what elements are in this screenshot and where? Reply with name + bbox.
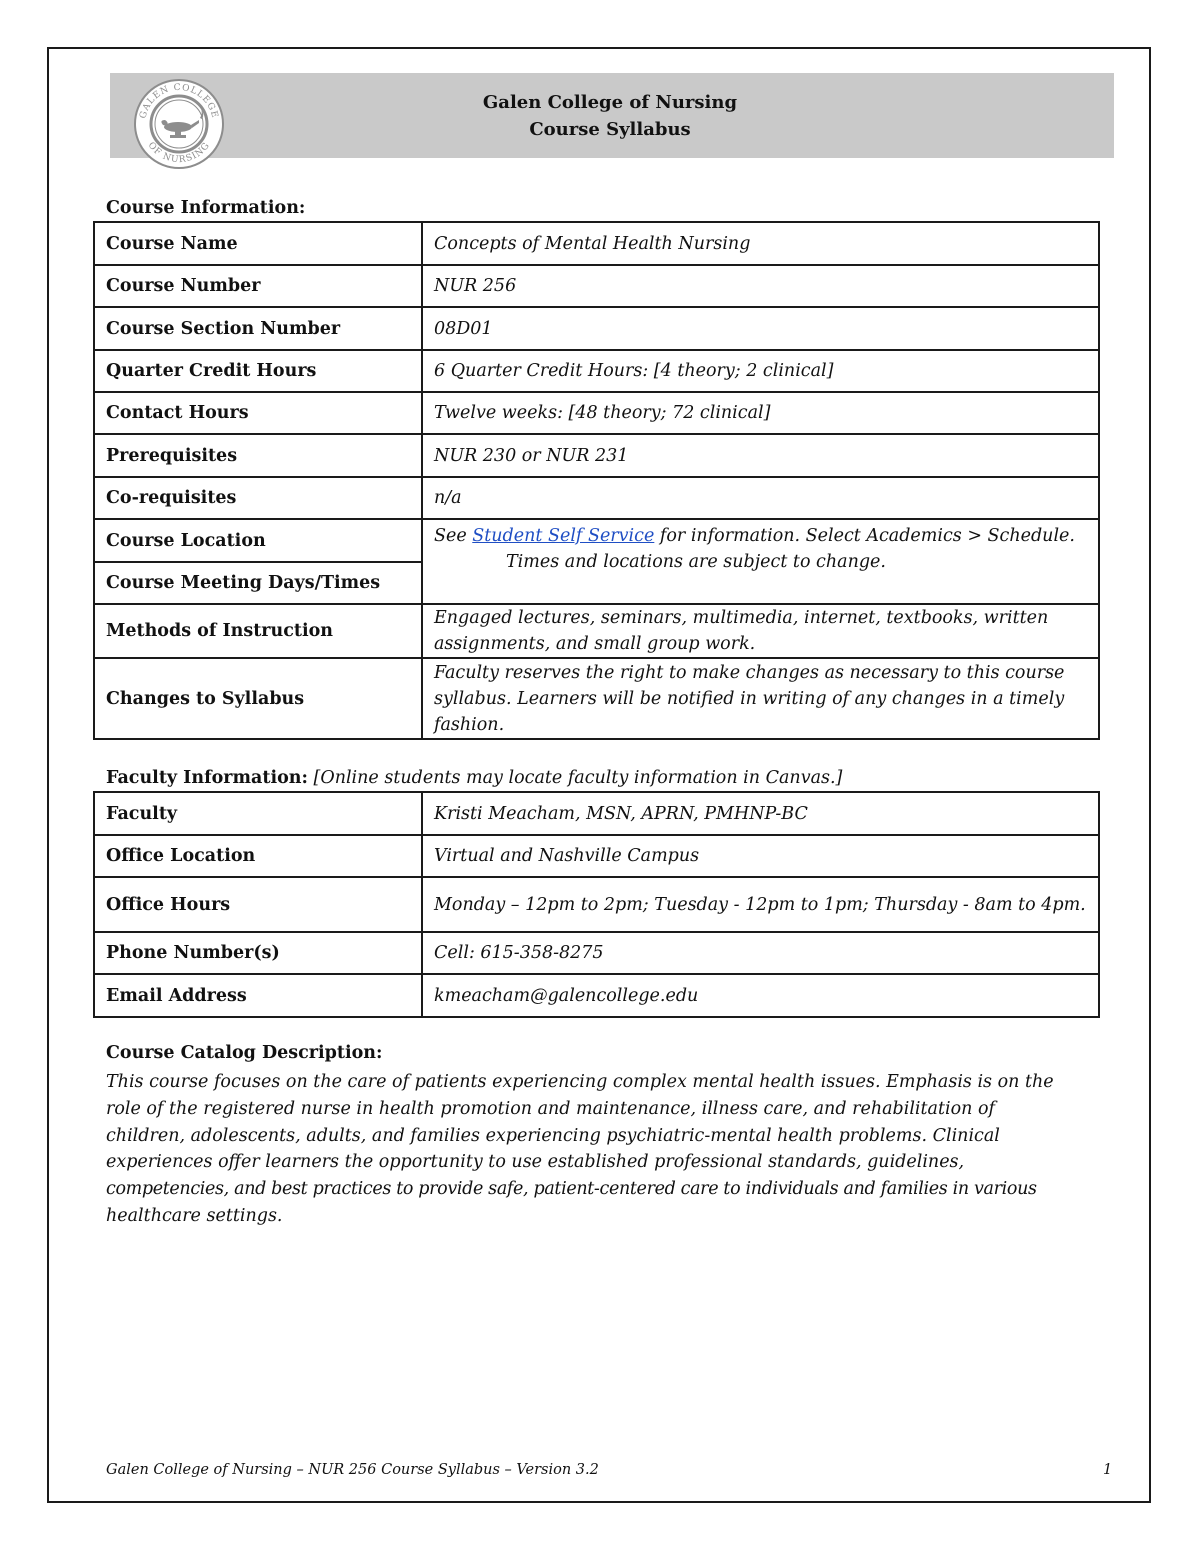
faculty-info-note: [Online students may locate faculty information in Canvas.] — [307, 768, 843, 788]
row-value: Twelve weeks: [48 theory; 72 clinical] — [422, 392, 1099, 434]
location-suffix: for information. Select Academics > Schedule. — [654, 526, 1075, 546]
table-row — [94, 265, 1099, 307]
table-row — [94, 307, 1099, 350]
table-row — [94, 877, 1099, 932]
table-row — [94, 792, 1099, 835]
student-self-service-link[interactable]: Student Self Service — [472, 526, 655, 546]
catalog-heading: Course Catalog Description: — [106, 1043, 383, 1063]
logo-top-text: GALEN COLLEGE — [138, 82, 220, 120]
row-value: 08D01 — [422, 307, 1099, 350]
row-value: Monday – 12pm to 2pm; Tuesday - 12pm to 1pm; Thursday - 8am to 4pm. — [422, 877, 1099, 932]
row-value: Concepts of Mental Health Nursing — [422, 222, 1099, 265]
catalog-line: children, adolescents, adults, and families experiencing psychiatric-mental health problems. Clinical — [106, 1125, 1000, 1146]
row-value: kmeacham@galencollege.edu — [422, 974, 1099, 1017]
row-label: Office Hours — [94, 877, 422, 932]
row-label: Changes to Syllabus — [94, 658, 422, 739]
table-row — [94, 222, 1099, 265]
table-row — [94, 932, 1099, 974]
header-band — [110, 73, 1114, 158]
faculty-info-table — [93, 791, 1100, 1018]
row-label: Phone Number(s) — [94, 932, 422, 974]
course-location-value — [422, 519, 1099, 604]
header-title: Course Syllabus — [529, 119, 691, 140]
row-value: Faculty reserves the right to make changes as necessary to this course syllabus. Learners will be notified in writing of any changes in a timely fashion. — [422, 658, 1099, 739]
row-label: Email Address — [94, 974, 422, 1017]
table-row — [94, 392, 1099, 434]
row-value: 6 Quarter Credit Hours: [4 theory; 2 clinical] — [422, 350, 1099, 392]
table-row — [94, 604, 1099, 658]
row-label: Course Section Number — [94, 307, 422, 350]
row-label: Methods of Instruction — [94, 604, 422, 658]
catalog-line: experiences offer learners the opportunity to use established professional standards, guidelines, — [106, 1152, 965, 1173]
row-value: n/a — [422, 477, 1099, 519]
table-row — [94, 477, 1099, 519]
footer-text: Galen College of Nursing – NUR 256 Course Syllabus – Version 3.2 — [106, 1462, 599, 1478]
catalog-line: competencies, and best practices to provide safe, patient-centered care to individuals and families in various — [106, 1179, 1037, 1200]
row-label: Course Name — [94, 222, 422, 265]
table-row — [94, 658, 1099, 739]
row-value: NUR 230 or NUR 231 — [422, 434, 1099, 477]
faculty-info-title: Faculty Information: — [106, 768, 308, 788]
catalog-line: healthcare settings. — [106, 1205, 283, 1226]
row-value: NUR 256 — [422, 265, 1099, 307]
table-row — [94, 974, 1099, 1017]
galen-college-seal-lamp-icon — [125, 78, 232, 170]
table-row — [94, 519, 1099, 562]
catalog-line: role of the registered nurse in health promotion and maintenance, illness care, and rehabilitation of — [106, 1098, 995, 1119]
row-label: Prerequisites — [94, 434, 422, 477]
catalog-description — [106, 1069, 1116, 1230]
table-row — [94, 835, 1099, 877]
faculty-info-heading — [106, 768, 842, 788]
row-label: Course Number — [94, 265, 422, 307]
course-info-heading: Course Information: — [106, 198, 306, 218]
row-label: Faculty — [94, 792, 422, 835]
table-row — [94, 350, 1099, 392]
course-info-table — [93, 221, 1100, 740]
logo-bottom-text: OF NURSING — [145, 140, 213, 166]
row-label: Course Location — [94, 519, 422, 562]
location-prefix: See — [434, 526, 473, 546]
location-note: Times and locations are subject to change. — [506, 552, 886, 572]
row-label: Office Location — [94, 835, 422, 877]
table-row — [94, 434, 1099, 477]
row-label: Co-requisites — [94, 477, 422, 519]
row-label: Quarter Credit Hours — [94, 350, 422, 392]
row-value: Kristi Meacham, MSN, APRN, PMHNP-BC — [422, 792, 1099, 835]
header-institution: Galen College of Nursing — [482, 92, 738, 113]
catalog-line: This course focuses on the care of patients experiencing complex mental health issues. Emphasis is on the — [106, 1072, 1054, 1092]
row-value: Engaged lectures, seminars, multimedia, internet, textbooks, written assignments, and small group work. — [422, 604, 1099, 658]
row-value: Virtual and Nashville Campus — [422, 835, 1099, 877]
row-value: Cell: 615-358-8275 — [422, 932, 1099, 974]
row-label: Course Meeting Days/Times — [94, 562, 422, 604]
row-label: Contact Hours — [94, 392, 422, 434]
footer-page-number: 1 — [1103, 1462, 1113, 1478]
